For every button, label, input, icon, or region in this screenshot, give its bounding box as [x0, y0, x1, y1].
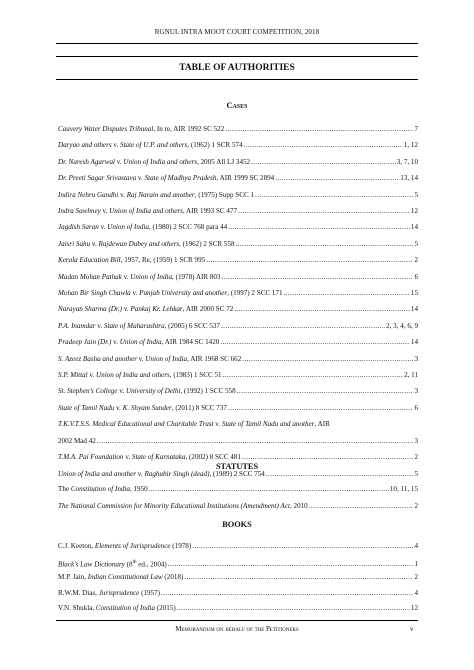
citation-part: Kerala Education Bill [58, 256, 121, 264]
citation-text [58, 125, 224, 134]
citation-part: State of Maharashtra [103, 322, 165, 330]
authority-entry [58, 322, 418, 331]
authority-entry [58, 174, 418, 183]
page-reference: 1, 12 [403, 141, 418, 149]
citation-part: Raj Narain and another [126, 191, 195, 199]
page-reference: 14 [410, 305, 418, 313]
citation-part: , (2002) 8 SCC 481 [185, 453, 241, 461]
citation-part: , (1989) 2 SCC 754 [209, 470, 265, 478]
citation-part: v. [130, 289, 140, 297]
authority-entry [58, 485, 418, 494]
citation-part: R.W.M. Dias, [58, 588, 99, 597]
citation-part: Union of India and others [123, 158, 198, 166]
citation-part: State of Karnataka [131, 453, 186, 461]
citation-part: Jaisri Sahu [58, 240, 91, 248]
authority-entry [58, 256, 418, 265]
page-reference: 2 [414, 573, 418, 581]
page-reference: 6 [414, 404, 418, 412]
dot-leader [161, 589, 413, 598]
citation-text [58, 485, 148, 494]
page-reference: 10, 11, 15 [389, 485, 418, 493]
citation-part: S.P. Mittal [58, 371, 88, 379]
citation-text [58, 387, 236, 396]
authority-entry [58, 453, 418, 462]
page-reference: 14 [410, 223, 418, 231]
authority-entry [58, 158, 418, 167]
citation-part: S. Azeez Basha and another [58, 355, 137, 363]
citation-part: State of Tamil Nadu [58, 404, 115, 412]
citation-part: , (2011) 8 SCC 737 [171, 404, 227, 412]
citation-part: , (1983) 1 SCC 51 [169, 371, 222, 379]
citation-part: Rajdewan Dubey and others [98, 240, 180, 248]
page-reference: 15 [410, 289, 418, 297]
citation-part: (2018) [162, 573, 184, 581]
citation-text [58, 223, 227, 232]
dot-leader [284, 289, 410, 298]
authority-entry [58, 502, 418, 511]
citation-part: v. [111, 338, 120, 346]
authority-entry [58, 404, 418, 413]
citation-part: , In re, AIR 1992 SC 522 [153, 125, 225, 133]
citation-text [58, 240, 235, 249]
authority-entry [58, 223, 418, 232]
citation-part: , (1978) AIR 803 [172, 273, 221, 281]
citation-part: , AIR 1999 SC 2894 [216, 174, 275, 182]
page-reference: 4 [414, 542, 418, 550]
dot-leader [255, 191, 413, 200]
citation-part: T.M.A. Pai Foundation [58, 453, 124, 461]
authority-entry [58, 125, 418, 134]
statutes-heading: STATUTES [215, 462, 259, 471]
citation-text [58, 542, 191, 551]
citation-text [58, 322, 220, 331]
citation-text [58, 470, 265, 479]
citation-part: Daryao and others [58, 141, 112, 149]
citation-part: T.K.V.T.S.S. Medical Educational and Charitable Trust [58, 420, 214, 428]
page-reference: 3 [414, 387, 418, 395]
citation-part: v. [123, 453, 132, 461]
citation-part: State of Madhya Pradesh [144, 174, 217, 182]
citation-part: Jagdish Saran [58, 223, 99, 231]
citation-part: Union of India [145, 355, 188, 363]
citation-part: v. [136, 355, 146, 363]
citation-text [58, 404, 227, 413]
citation-part: v. [136, 174, 145, 182]
authority-entry [58, 207, 418, 216]
citation-part: v. [121, 273, 131, 281]
citation-part: Constitution of India [95, 604, 156, 612]
citation-part: (1978) [170, 542, 192, 550]
citation-part: , 2010 [289, 502, 308, 510]
authority-entry [58, 305, 418, 314]
citation-part: V.N. Shukla, [58, 604, 96, 612]
dot-leader [225, 125, 413, 134]
citation-part: v. [90, 240, 99, 248]
citation-part: Union of India [119, 338, 162, 346]
dot-leader [228, 223, 410, 232]
page-reference: 2 [414, 502, 418, 510]
citation-part: Union of India [130, 273, 173, 281]
footer-rule [56, 620, 418, 621]
header-rule [56, 43, 418, 44]
citation-text [58, 158, 250, 167]
dot-leader [97, 437, 414, 446]
citation-part: , 2005 All LJ 3452 [197, 158, 251, 166]
dot-leader [221, 322, 385, 331]
citation-part: The National Commission for Minority Educational Institutions (Amendment) Act [58, 502, 290, 510]
citation-text [58, 174, 274, 183]
citation-text [58, 273, 221, 282]
citation-part: (1957) [139, 588, 161, 597]
citation-text [58, 573, 183, 582]
citation-part: v. [111, 141, 121, 149]
citation-part: Union of India and others [96, 371, 170, 379]
citation-text [58, 355, 241, 364]
citation-text [58, 256, 205, 265]
citation-part: Dr. Preeti Sagar Srivastava [58, 174, 137, 182]
authority-entry [58, 141, 418, 150]
page-reference: 2, 11 [404, 371, 418, 379]
dot-leader [220, 338, 410, 347]
citation-part: (8 [124, 559, 133, 568]
citation-part: v. [114, 158, 124, 166]
citation-part: P.A. Inamdar [58, 322, 96, 330]
citation-part: v. [118, 191, 127, 199]
citation-part: , (1975) Supp SCC 1 [194, 191, 255, 199]
citation-part: The [58, 485, 71, 493]
dot-leader [234, 305, 410, 314]
page-reference: 2, 3, 4, 6, 9 [386, 322, 418, 330]
page-reference: 4 [414, 588, 418, 597]
authority-entry [58, 604, 418, 613]
dot-leader [238, 207, 410, 216]
running-header: RGNUL INTRA MOOT COURT COMPETITION, 2018 [154, 28, 320, 36]
page-reference: 1 [414, 559, 418, 568]
dot-leader [206, 256, 413, 265]
dot-leader [184, 573, 413, 582]
citation-part: Dr. Naresh Agarwal [58, 158, 115, 166]
citation-part: State of Tamil Nadu and another [221, 420, 315, 428]
citation-text [58, 604, 176, 613]
dot-leader [309, 502, 414, 511]
page-title: TABLE OF AUTHORITIES [179, 63, 295, 73]
page-reference: 12 [410, 604, 418, 612]
citation-part: Black’s Law Dictionary [58, 559, 125, 568]
citation-part: Indian Constitutional Law [87, 573, 163, 581]
citation-text [58, 558, 167, 569]
citation-part: v. [98, 223, 108, 231]
citation-part: , 1950 [129, 485, 148, 493]
authority-entry [58, 355, 418, 364]
citation-part: M.P. Jain, [58, 573, 88, 581]
citation-text [58, 191, 254, 200]
dot-leader [228, 404, 414, 413]
page-reference: 6 [414, 273, 418, 281]
authority-entry [58, 558, 418, 569]
authority-entry [58, 470, 418, 479]
citation-part: v. [95, 322, 104, 330]
dot-leader [242, 355, 413, 364]
authority-entry [58, 589, 418, 598]
authority-entry [58, 371, 418, 380]
citation-part: Cauvery Water Disputes Tribunal [58, 125, 154, 133]
citation-part: v. [100, 207, 110, 215]
authority-entry [58, 338, 418, 347]
citation-part: , (1997) 2 SCC 171 [227, 289, 283, 297]
citation-part: , (1980) 2 SCC 768 para 44 [148, 223, 228, 231]
dot-leader [266, 470, 414, 479]
citation-text [58, 305, 233, 314]
dot-leader [244, 141, 403, 150]
citation-part: v. [136, 470, 145, 478]
page-number: v [410, 626, 414, 633]
citation-part: v. [122, 305, 131, 313]
running-footer: Memorandum on behalf of the Petitioners [175, 626, 299, 633]
authority-entry [58, 573, 418, 582]
title-bottom-rule [56, 79, 418, 80]
page-reference: 7 [414, 125, 418, 133]
citation-part: th [132, 559, 137, 565]
citation-part: Narayan Sharma (Dr.) [58, 305, 123, 313]
page-reference: 14 [410, 338, 418, 346]
citation-text [58, 207, 237, 216]
page-reference: 5 [414, 470, 418, 478]
citation-part: , AIR 1968 SC 662 [187, 355, 242, 363]
citation-part: Elements of Jurisprudence [94, 542, 171, 550]
citation-text [58, 141, 243, 150]
citation-part: , (1962) 1 SCR 574 [187, 141, 243, 149]
citation-part: Raghubir Singh (dead) [144, 470, 210, 478]
dot-leader [251, 158, 396, 167]
citation-part: Pradeep Jain (Dr.) [58, 338, 112, 346]
citation-text [58, 338, 219, 347]
citation-part: C.J. Keeton, [58, 542, 95, 550]
page-reference: 5 [414, 191, 418, 199]
dot-leader [223, 371, 404, 380]
citation-part: v. [114, 404, 123, 412]
dot-leader [177, 604, 410, 613]
page-reference: 3 [414, 355, 418, 363]
citation-part: St. Stephen’s College [58, 387, 118, 395]
citation-part: Constitution of India [70, 485, 130, 493]
citation-part: ed., 2004) [136, 559, 167, 568]
authority-entry [58, 273, 418, 282]
citation-text [58, 589, 160, 598]
dot-leader [192, 542, 413, 551]
title-top-rule [56, 56, 418, 57]
authority-entry [58, 191, 418, 200]
citation-part: v. [213, 420, 222, 428]
citation-part: , AIR 2000 SC 72 [182, 305, 234, 313]
citation-part: v. [117, 387, 126, 395]
citation-text [58, 420, 418, 429]
authority-entry [58, 289, 418, 298]
citation-continuation: 2002 Mad 42 [58, 437, 96, 445]
authority-entry [58, 240, 418, 249]
dot-leader [168, 560, 414, 569]
authority-entry [58, 387, 418, 396]
authority-entry [58, 542, 418, 551]
citation-part: , (1962) 2 SCR 558 [179, 240, 235, 248]
citation-part: v. [87, 371, 97, 379]
dot-leader [222, 273, 414, 282]
page-reference: 3, 7, 10 [396, 158, 418, 166]
citation-part: Jurisprudence [98, 588, 140, 597]
cases-heading: Cases [226, 101, 248, 110]
citation-part: Pankaj Kr. Lehkar [130, 305, 183, 313]
citation-part: Union of India and another [58, 470, 137, 478]
citation-text [58, 453, 241, 462]
page-reference: 5 [414, 240, 418, 248]
citation-part: State of U.P. and others [120, 141, 188, 149]
dot-leader [242, 453, 414, 462]
citation-part: , (1992) 1 SCC 558 [180, 387, 236, 395]
page-reference: 2 [414, 453, 418, 461]
page-reference: 2 [414, 256, 418, 264]
citation-part: Indra Sawhney [58, 207, 101, 215]
page-reference: 13, 14 [400, 174, 418, 182]
dot-leader [275, 174, 399, 183]
citation-part: K. Shyam Sunder [122, 404, 172, 412]
citation-part: Union of India and others [109, 207, 183, 215]
citation-part: Punjab University and another [139, 289, 228, 297]
citation-part: Union of India [107, 223, 149, 231]
citation-part: University of Delhi [125, 387, 181, 395]
dot-leader [236, 240, 414, 249]
page-reference: 12 [410, 207, 418, 215]
page-reference: 3 [414, 437, 418, 445]
citation-part: , AIR 1993 SC 477 [182, 207, 238, 215]
citation-text [58, 502, 308, 511]
citation-text [58, 371, 222, 380]
citation-part: , AIR 1984 SC 1420 [161, 338, 220, 346]
dot-leader [237, 387, 414, 396]
citation-part: (2015) [155, 604, 176, 612]
books-heading: BOOKS [222, 520, 252, 529]
citation-text [58, 289, 283, 298]
citation-part: , AIR [314, 420, 330, 428]
citation-part: , (2005) 6 SCC 537 [164, 322, 220, 330]
citation-part: , 1957, Re, (1959) 1 SCR 995 [120, 256, 206, 264]
authority-entry [58, 420, 418, 446]
citation-part: Mohan Bir Singh Chawla [58, 289, 131, 297]
citation-part: Madan Mohan Pathak [58, 273, 122, 281]
citation-part: Indira Nehru Gandhi [58, 191, 119, 199]
dot-leader [149, 485, 389, 494]
